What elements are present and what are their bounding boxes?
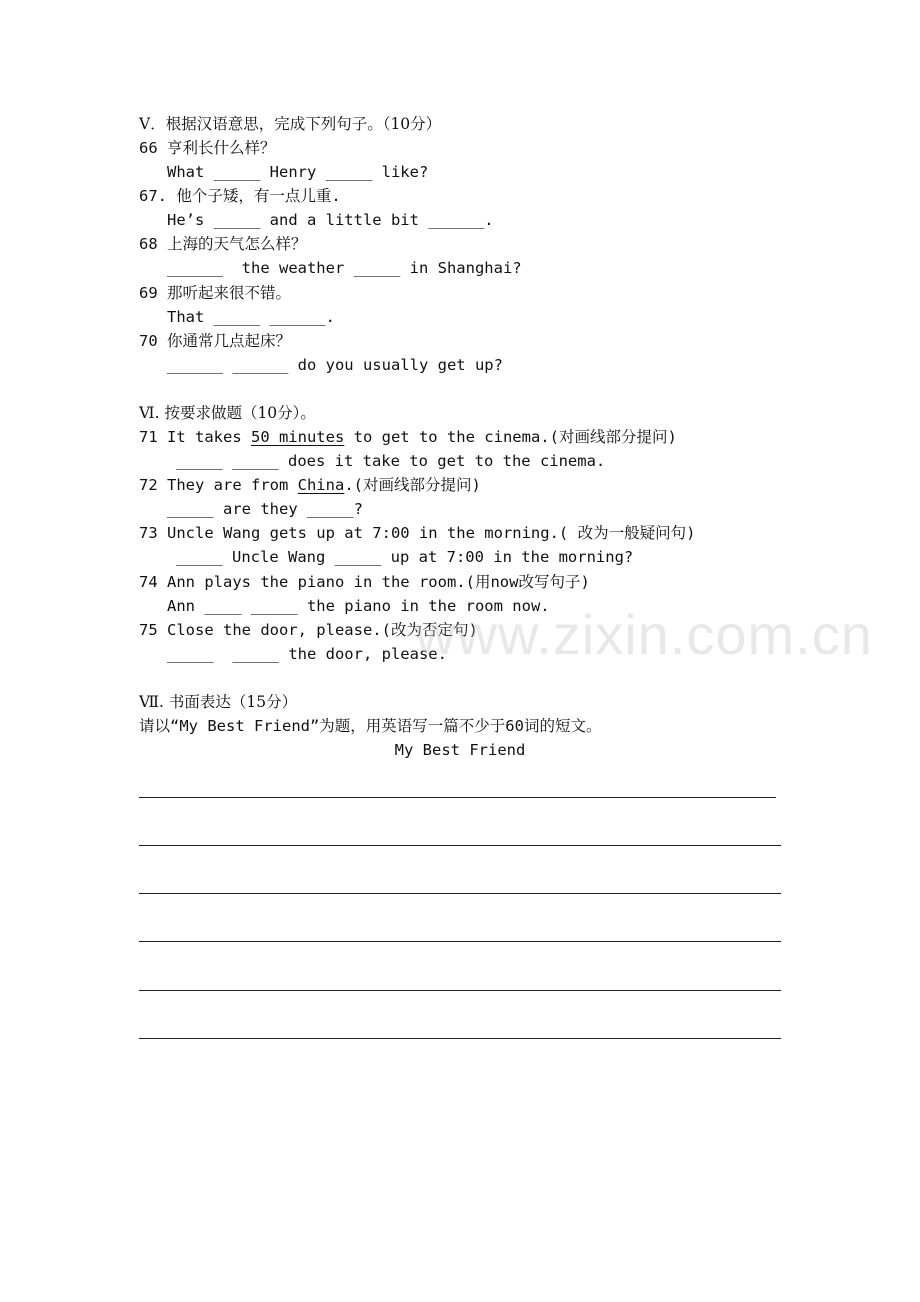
q68-answer-line: ______ the weather _____ in Shanghai? [167,259,522,277]
writing-line [139,893,781,894]
q73-answer-line: _____ Uncle Wang _____ up at 7:00 in the morning? [176,548,634,566]
q66-prompt: 66 亨利长什么样？ [139,139,276,157]
q71-suffix: to get to the cinema.(对画线部分提问) [344,428,677,446]
writing-instruction: 请以“My Best Friend”为题，用英语写一篇不少于60词的短文。 [139,717,602,735]
q72-answer-line: _____ are they _____? [167,500,363,518]
writing-line [139,845,781,846]
writing-line [139,990,781,991]
q71-answer-line: _____ _____ does it take to get to the cinema. [176,452,606,470]
essay-title: My Best Friend [394,741,526,759]
q75-prompt: 75 Close the door, please.(改为否定句) [139,621,478,639]
q69-answer-line: That _____ ______. [167,308,335,326]
q74-answer-line: Ann ____ _____ the piano in the room now. [167,597,550,615]
q71-prefix: 71 It takes [139,428,251,446]
section-5-heading: Ⅴ．根据汉语意思，完成下列句子。（10分） [139,115,442,133]
q74-prompt: 74 Ann plays the piano in the room.(用now改写句子) [139,573,590,591]
writing-line [139,1038,781,1039]
watermark: www.zixin.com.cn [415,603,873,666]
writing-line [139,797,776,798]
q70-answer-line: ______ ______ do you usually get up? [167,356,503,374]
q72-prefix: 72 They are from [139,476,298,494]
q72-underlined-phrase: China [297,476,345,494]
q72-prompt [139,474,481,496]
q67-answer-line: He’s _____ and a little bit ______. [167,211,494,229]
q69-prompt: 69 那听起来很不错。 [139,284,291,302]
q71-underlined-phrase: 50 minutes [250,428,345,446]
q75-answer-line: _____ _____ the door, please. [167,645,447,663]
q71-prompt [139,426,677,448]
writing-line [139,941,781,942]
section-6-heading: Ⅵ. 按要求做题（10分）。 [139,404,316,422]
q70-prompt: 70 你通常几点起床？ [139,332,291,350]
q68-prompt: 68 上海的天气怎么样？ [139,235,307,253]
q72-suffix: .(对画线部分提问) [344,476,481,494]
section-7-heading: Ⅶ. 书面表达（15分） [139,693,298,711]
q67-prompt: 67. 他个子矮，有一点儿重. [139,187,341,205]
q73-prompt: 73 Uncle Wang gets up at 7:00 in the morning.( 改为一般疑问句) [139,524,696,542]
q66-answer-line: What _____ Henry _____ like? [167,163,429,181]
